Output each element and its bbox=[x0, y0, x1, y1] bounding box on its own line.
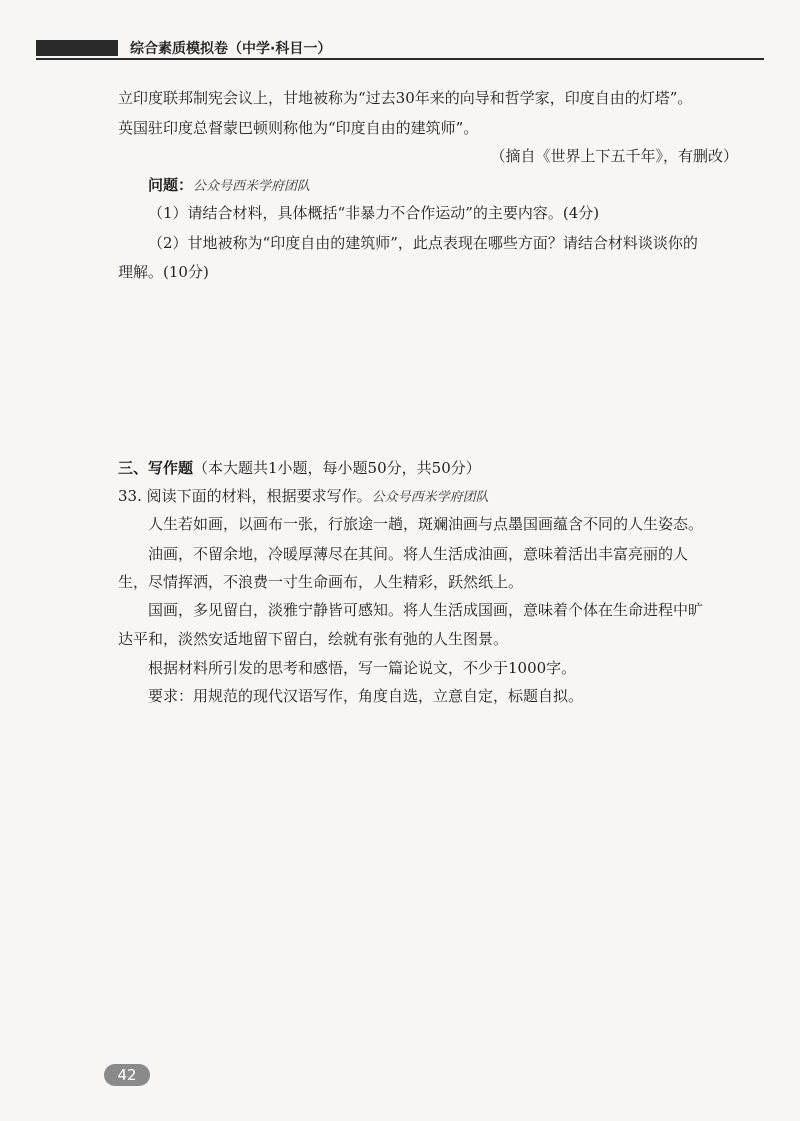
questions-label: 问题： bbox=[148, 176, 194, 194]
question-1: （1）请结合材料，具体概括“非暴力不合作运动”的主要内容。(4分) bbox=[148, 204, 600, 222]
writing-para-2-line-2: 生，尽情挥洒，不浪费一寸生命画布，人生精彩，跃然纸上。 bbox=[118, 573, 524, 591]
question-33: 33. 阅读下面的材料，根据要求写作。 bbox=[118, 487, 372, 505]
material-line-1: 立印度联邦制宪会议上，甘地被称为“过去30年来的向导和哲学家，印度自由的灯塔”。 bbox=[118, 89, 693, 107]
writing-para-2-line-1: 油画，不留余地，冷暖厚薄尽在其间。将人生活成油画，意味着活出丰富亮丽的人 bbox=[148, 545, 689, 563]
question-2-line-1: （2）甘地被称为“印度自由的建筑师”，此点表现在哪些方面？请结合材料谈谈你的 bbox=[148, 234, 698, 252]
questions-label-line bbox=[148, 175, 310, 197]
material-source: （摘自《世界上下五千年》，有删改） bbox=[490, 147, 738, 165]
writing-heading-note: （本大题共1小题，每小题50分，共50分） bbox=[193, 459, 481, 477]
writing-heading-main: 三、写作题 bbox=[118, 459, 194, 477]
watermark: 公众号西米学府团队 bbox=[193, 179, 311, 194]
writing-para-1: 人生若如画，以画布一张，行旅途一趟，斑斓油画与点墨国画蕴含不同的人生姿态。 bbox=[148, 515, 704, 533]
writing-para-5: 要求：用规范的现代汉语写作，角度自选，立意自定，标题自拟。 bbox=[148, 687, 584, 705]
watermark: 公众号西米学府团队 bbox=[371, 490, 489, 505]
question-33-line bbox=[118, 486, 489, 508]
header-rule bbox=[36, 58, 764, 60]
header-bar bbox=[36, 40, 118, 56]
writing-para-3-line-2: 达平和，淡然安适地留下留白，绘就有张有弛的人生图景。 bbox=[118, 630, 509, 648]
question-2-line-2: 理解。(10分) bbox=[118, 263, 209, 281]
page-number-badge: 42 bbox=[104, 1064, 150, 1086]
writing-para-4: 根据材料所引发的思考和感悟，写一篇论说文，不少于1000字。 bbox=[148, 659, 577, 677]
writing-section-heading bbox=[118, 458, 481, 478]
page-header-title: 综合素质模拟卷（中学·科目一） bbox=[130, 41, 332, 57]
writing-para-3-line-1: 国画，多见留白，淡雅宁静皆可感知。将人生活成国画，意味着个体在生命进程中旷 bbox=[148, 601, 704, 619]
material-line-2: 英国驻印度总督蒙巴顿则称他为“印度自由的建筑师”。 bbox=[118, 119, 479, 137]
